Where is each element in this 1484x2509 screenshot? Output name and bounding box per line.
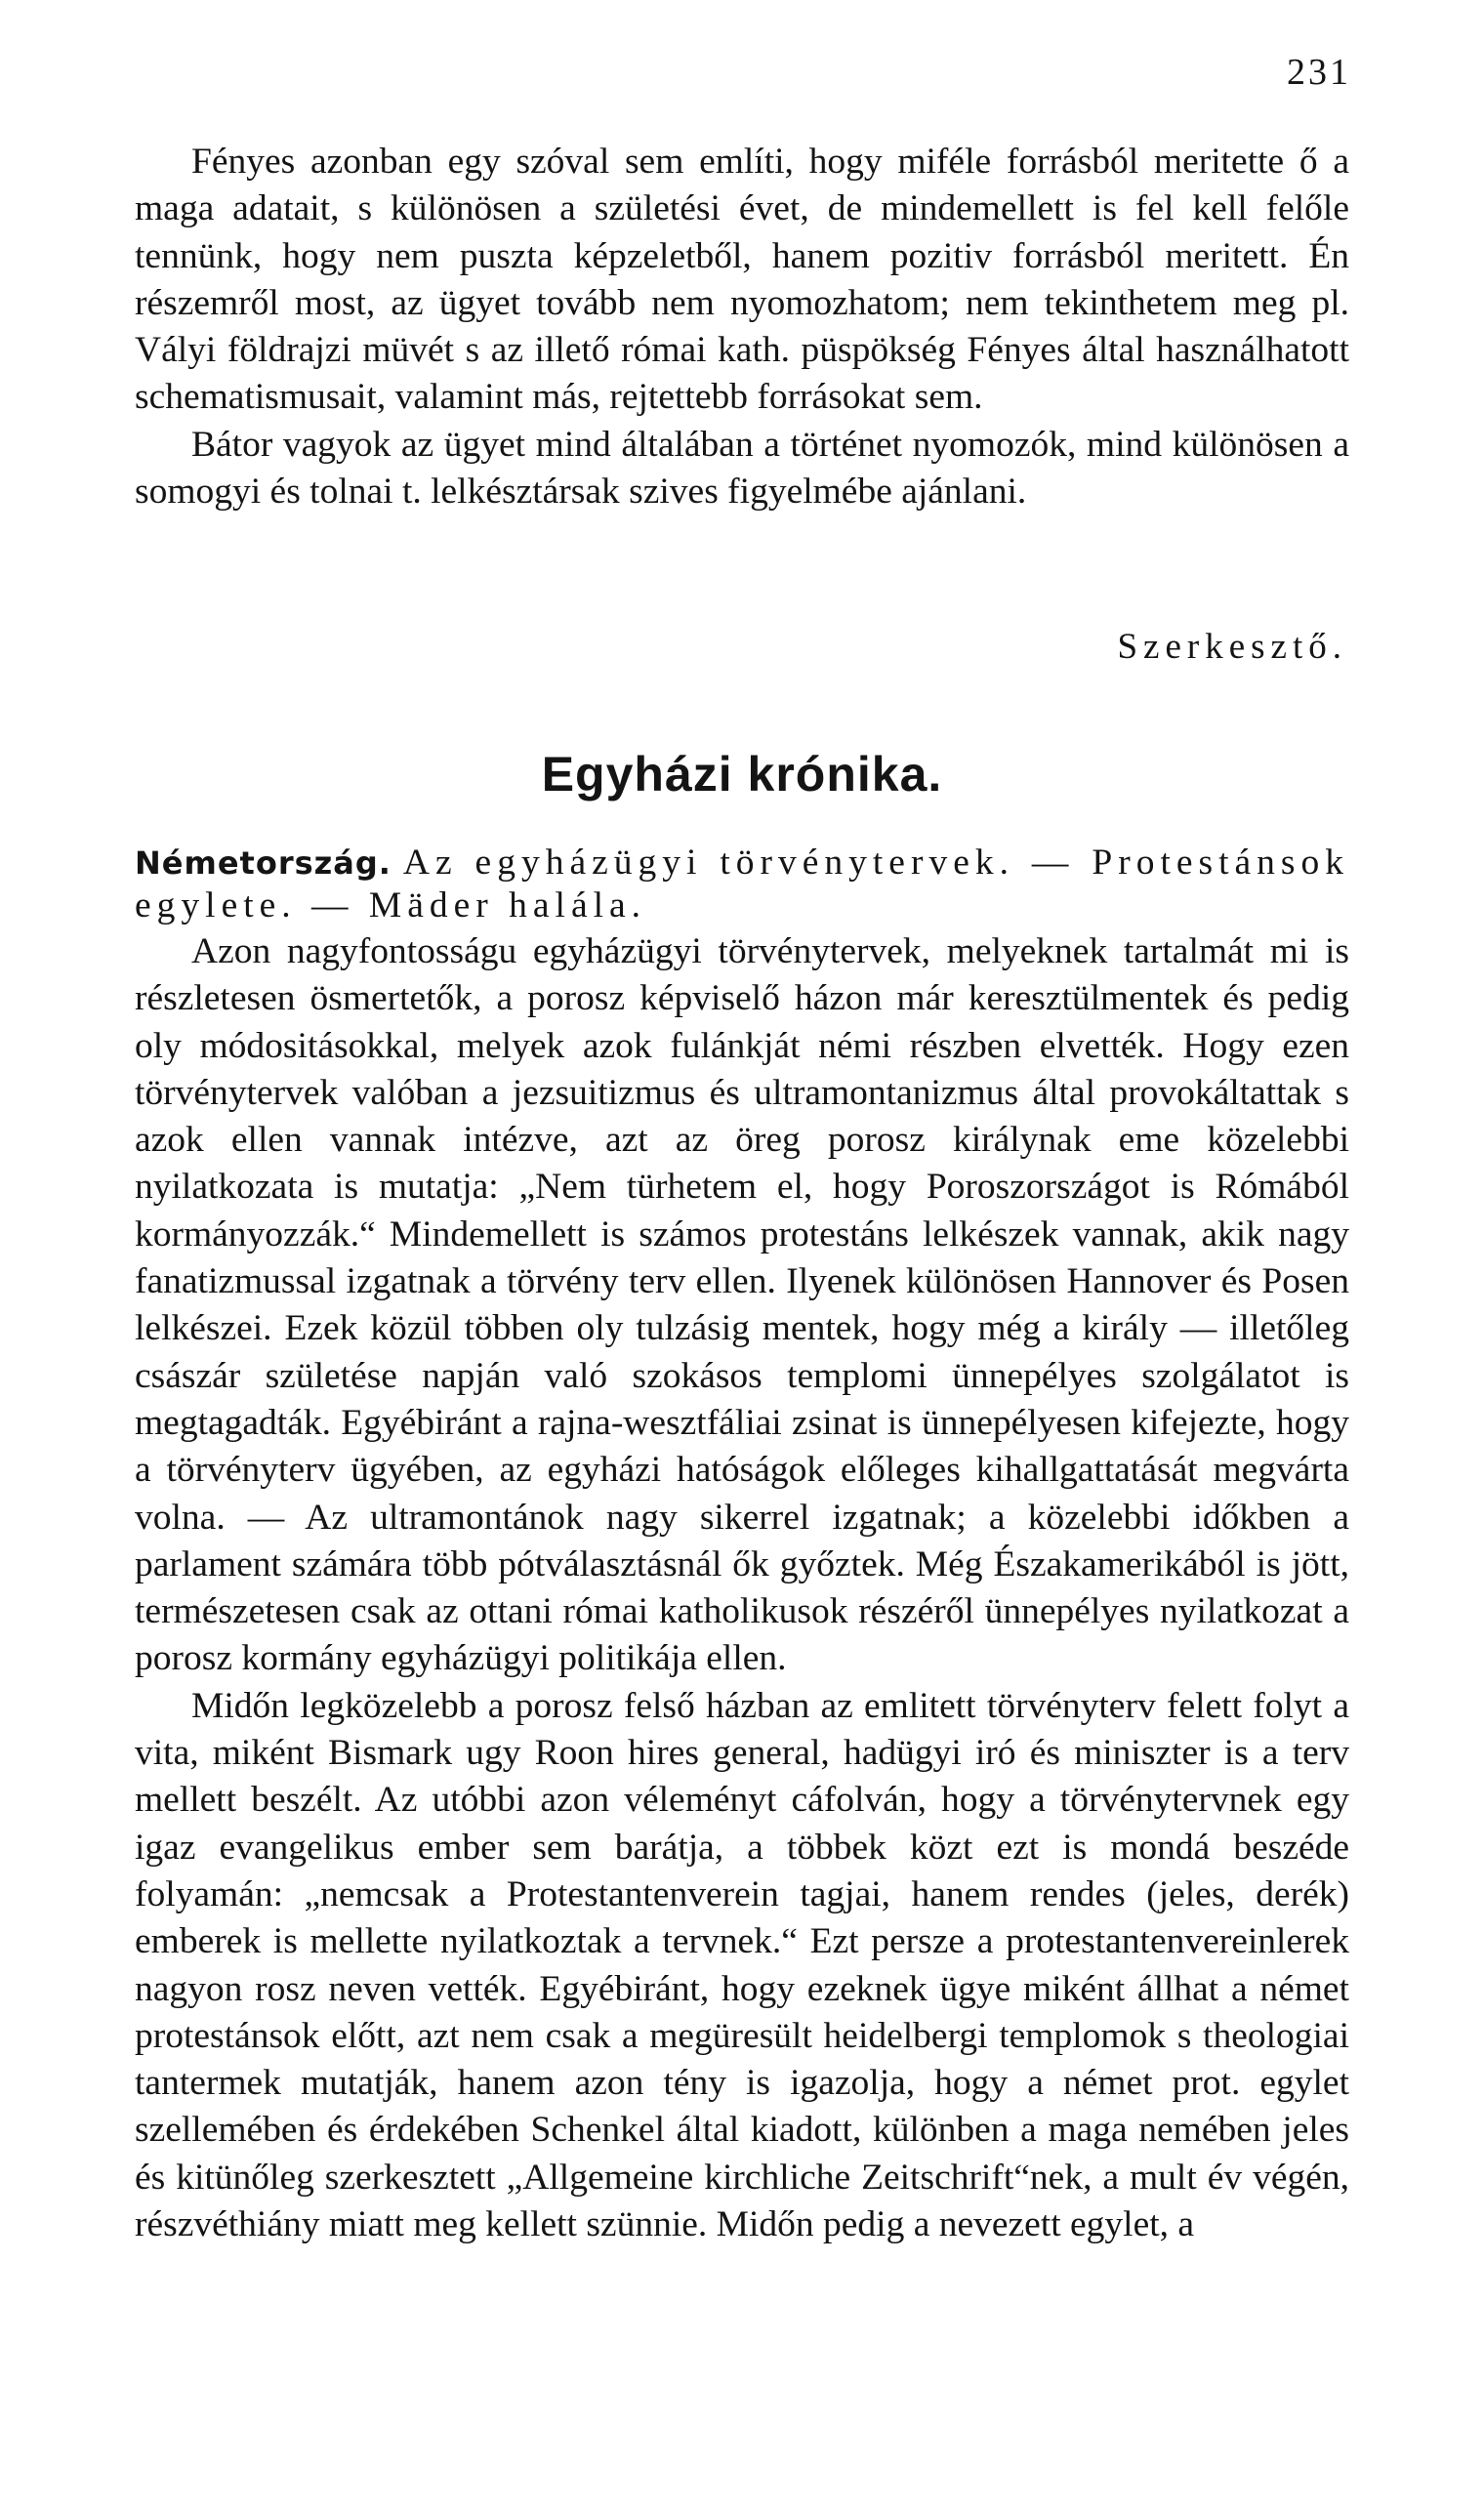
- section-subheading: [135, 842, 1349, 927]
- subheading-topics: Az egyházügyi törvénytervek. — Protestánsok egylete. — Mäder halála.: [135, 843, 1350, 925]
- note-paragraph: Bátor vagyok az ügyet mind általában a történet nyomozók, mind különösen a somogyi és tolnai t. lelkésztársak szives figyelmébe ajánlani.: [135, 424, 1349, 513]
- page-number: 231: [1287, 52, 1351, 93]
- chronicle-paragraph: Midőn legközelebb a porosz felső házban az emlitett törvényterv felett folyt a vita, miként Bismark ugy Roon hires general, hadügyi iró és miniszter is a terv mellett beszélt. Az utóbbi azon véleményt cáfolván, hogy a törvénytervnek egy igaz evangelikus ember sem barátja, a többek közt ezt is mondá beszéde folyamán: „nemcsak a Protestantenverein tagjai, hanem rendes (jeles, derék) emberek is mellette nyilatkoztak a tervnek.“ Ezt persze a protestantenvereinlerek nagyon rosz neven vették. Egyébiránt, hogy ezeknek ügye miként állhat a német protestánsok előtt, azt nem csak a megüresült heidelbergi templomok s theologiai tantermek mutatják, hanem azon tény is igazolja, hogy a német prot. egylet szellemében és érdekében Schenkel által kiadott, különben a maga nemében jeles és kitünőleg szerkesztett „Allgemeine kirchliche Zeitschrift“nek, a mult év végén, részvéthiány miatt meg kellett szünnie. Midőn pedig a nevezett egylet, a: [135, 1685, 1349, 2245]
- chronicle-paragraph: Azon nagyfontosságu egyházügyi törvénytervek, melyeknek tartalmát mi is részletesen ösmertetők, a porosz képviselő házon már keresztülmentek és pedig oly módositásokkal, melyek azok fulánkját némi részben elvették. Hogy ezen törvénytervek valóban a jezsuitizmus és ultramontanizmus által provokáltattak s azok ellen vannak intézve, azt az öreg porosz királynak eme közelebbi nyilatkozata is mutatja: „Nem türhetem el, hogy Poroszországot is Rómából kormányozzák.“ Mindemellett is számos protestáns lelkészek vannak, akik nagy fanatizmussal izgatnak a törvény terv ellen. Ilyenek különösen Hannover és Posen lelkészei. Ezek közül többen oly tulzásig mentek, hogy még a király — illetőleg császár születése napján való szokásos templomi ünnepélyes szolgálatot is megtagadták. Egyébiránt a rajna-wesztfáliai zsinat is ünnepélyesen kifejezte, hogy a törvényterv ügyében, az egyházi hatóságok előleges kihallgattatását megvárta volna. — Az ultramontánok nagy sikerrel izgatnak; a közelebbi időkben a parlament számára több pótválasztásnál ők győztek. Még Északamerikából is jött, természetesen csak az ottani római katholikusok részéről ünnepélyes nyilatkozat a porosz kormány egyházügyi politikája ellen.: [135, 931, 1349, 1679]
- chronicle-body: [135, 928, 1349, 2248]
- note-paragraph: Fényes azonban egy szóval sem említi, hogy miféle forrásból meritette ő a maga adatait, s különösen a születési évet, de mindemellett is fel kell felőle tennünk, hogy nem puszta képzeletből, hanem pozitiv forrásból meritett. Én részemről most, az ügyet tovább nem nyomozhatom; nem tekinthetem meg pl. Vályi földrajzi müvét s az illető római kath. püspökség Fényes által használhatott schematismusait, valamint más, rejtettebb forrásokat sem.: [135, 142, 1349, 418]
- editor-signature: Szerkesztő.: [1117, 627, 1347, 667]
- editorial-note: [135, 139, 1349, 515]
- section-heading: Egyházi krónika.: [541, 747, 943, 802]
- country-label: Németország.: [135, 844, 392, 882]
